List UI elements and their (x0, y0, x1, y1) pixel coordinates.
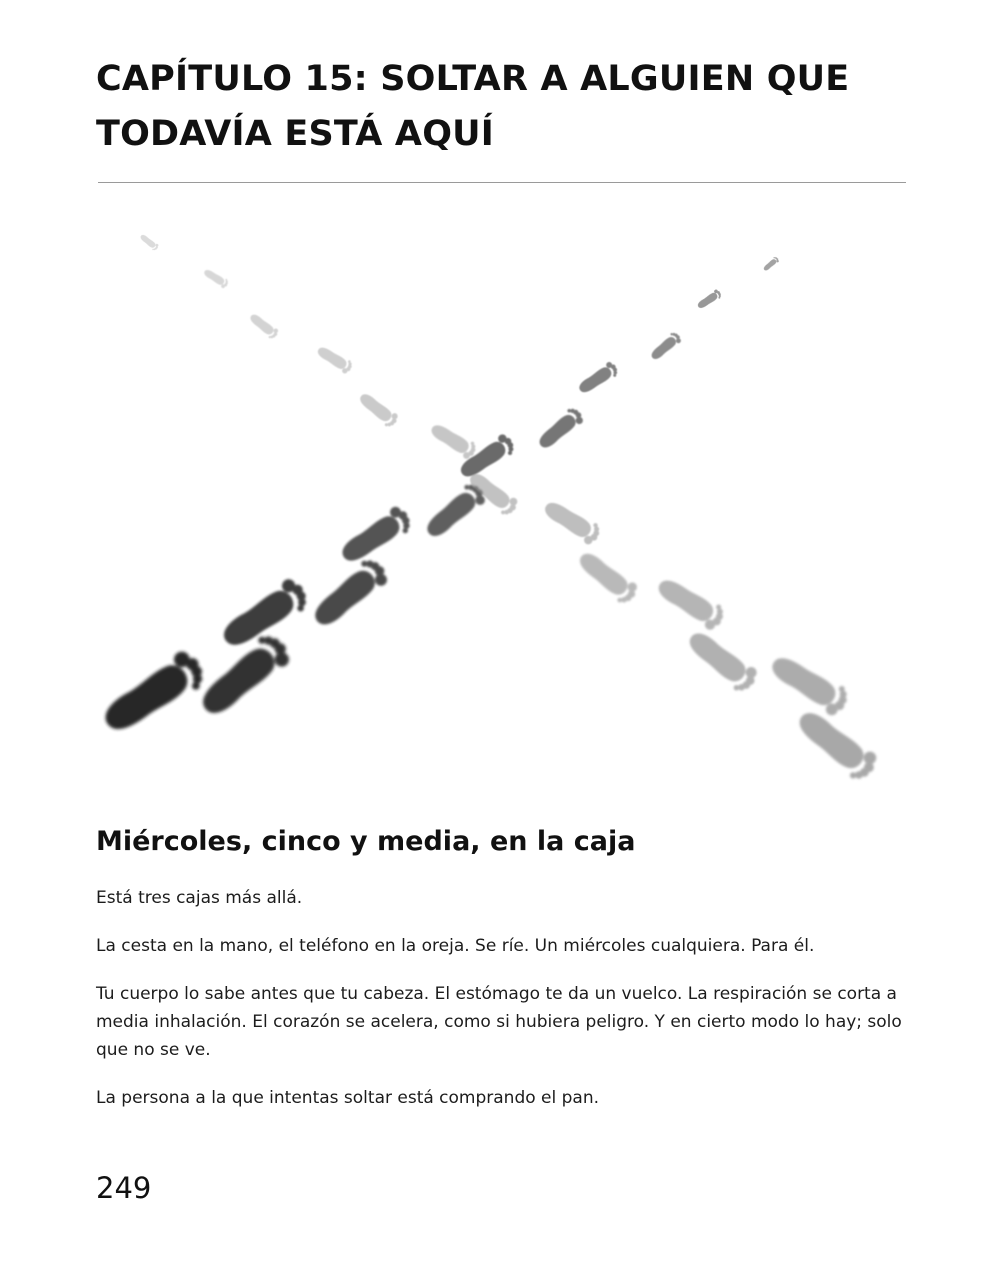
footprint-icon (577, 360, 621, 399)
chapter-title-line-1: CAPÍTULO 15: SOLTAR A ALGUIEN QUE (96, 59, 850, 99)
footprint-icon (647, 330, 682, 361)
footprint-icon (762, 256, 780, 272)
footprint-icon (681, 628, 761, 696)
footprint-icon (789, 707, 881, 785)
paragraph: La cesta en la mano, el teléfono en la oreja. Se ríe. Un miércoles cualquiera. Para él. (96, 936, 815, 956)
footprint-icon (305, 554, 392, 630)
footprint-icon (138, 234, 159, 252)
footprint-icon (247, 312, 280, 340)
paragraph: La persona a la que intentas soltar está comprando el pan. (96, 1088, 600, 1108)
footprint-icon (338, 503, 416, 572)
paragraph: Está tres cajas más allá. (96, 888, 303, 908)
chapter-title-line-2: TODAVÍA ESTÁ AQUÍ (96, 114, 495, 154)
footprint-icon (355, 391, 400, 429)
paragraph: Tu cuerpo lo sabe antes que tu cabeza. El estómago te da un vuelco. La respiración se corta a media inhalación. El corazón se acelera, como si hubiera peligro. Y en cierto modo lo hay; solo que no se ve. (96, 984, 902, 1060)
footprint-icon (218, 575, 313, 659)
dark-footprint-trail (99, 256, 780, 746)
footprint-icon (696, 288, 723, 312)
footprint-icon (533, 405, 585, 451)
footprint-icon (464, 470, 521, 518)
section-heading: Miércoles, cinco y media, en la caja (96, 826, 636, 857)
footprint-icon (429, 418, 480, 461)
title-divider (98, 182, 906, 183)
light-footprint-trail (138, 234, 881, 786)
footprint-icon (99, 646, 211, 745)
footprints-crossing-illustration (98, 200, 906, 790)
page-number: 249 (96, 1171, 152, 1205)
footprint-icon (767, 646, 853, 719)
footprint-icon (654, 570, 728, 633)
footprint-icon (316, 342, 355, 375)
body-text (96, 884, 904, 1132)
footprint-icon (542, 494, 605, 547)
footprint-icon (572, 549, 641, 607)
chapter-title (96, 52, 916, 162)
footprint-icon (203, 266, 230, 289)
